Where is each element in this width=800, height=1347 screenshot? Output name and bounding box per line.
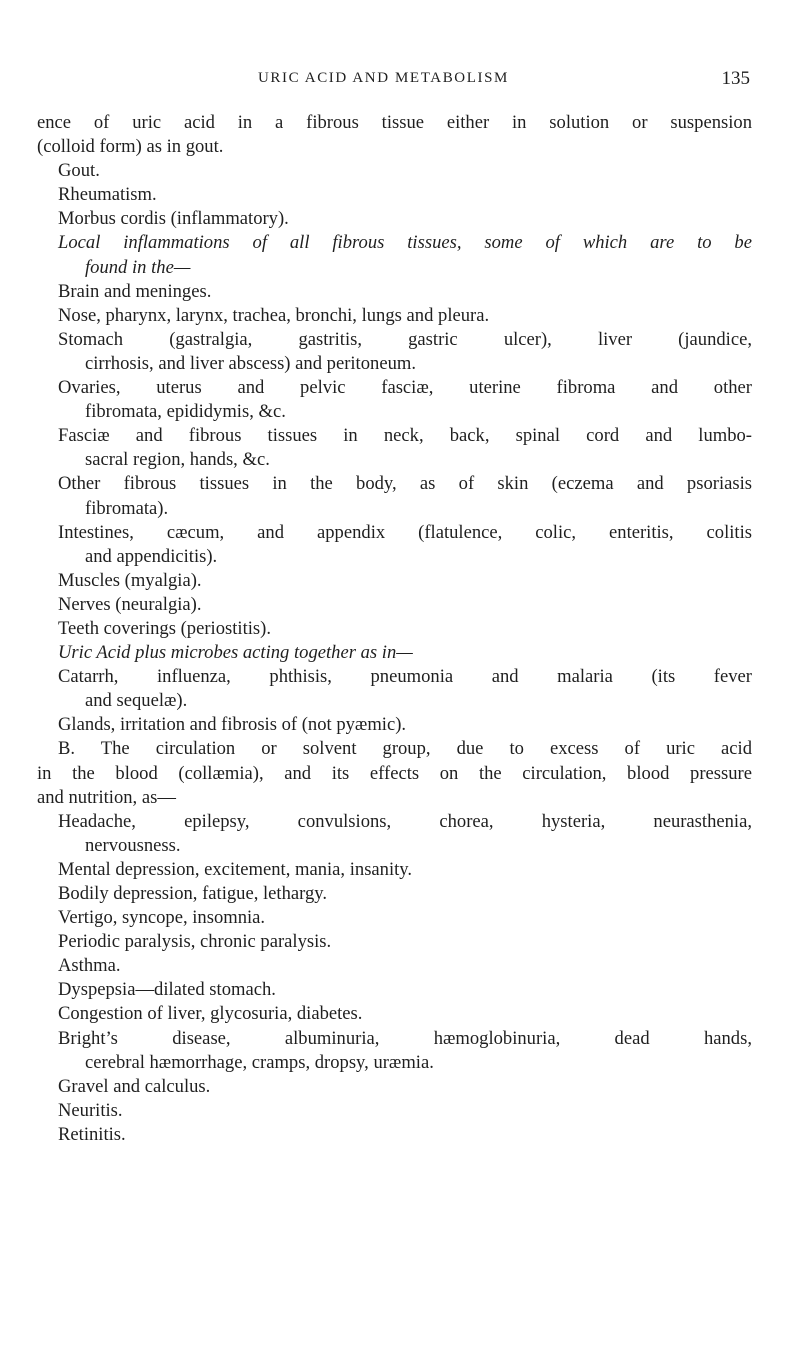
text-line: Other fibrous tissues in the body, as of skin (eczema and psoriasis xyxy=(58,473,752,495)
text-line: (colloid form) as in gout. xyxy=(37,136,224,158)
text-line: found in the— xyxy=(85,256,191,278)
text-line: Nerves (neuralgia). xyxy=(58,593,202,615)
text-line: Local inflammations of all fibrous tissues, some of which are to be xyxy=(58,232,752,254)
page-body xyxy=(37,111,752,1147)
text-line: Stomach (gastralgia, gastritis, gastric ulcer), liver (jaundice, xyxy=(58,328,752,350)
text-line: Rheumatism. xyxy=(58,184,157,206)
text-line: Retinitis. xyxy=(58,1123,126,1145)
text-line: Ovaries, uterus and pelvic fasciæ, uterine fibroma and other xyxy=(58,377,752,399)
page-header xyxy=(258,70,750,96)
text-line: Congestion of liver, glycosuria, diabetes. xyxy=(58,1003,363,1025)
page-number: 135 xyxy=(721,68,750,89)
text-line: Brain and meninges. xyxy=(58,280,212,302)
text-line: Gout. xyxy=(58,160,100,182)
text-line: B. The circulation or solvent group, due to excess of uric acid xyxy=(58,738,752,760)
running-head: URIC ACID AND METABOLISM xyxy=(258,70,509,86)
text-line: Neuritis. xyxy=(58,1099,123,1121)
text-line: and appendicitis). xyxy=(85,545,218,567)
text-line: nervousness. xyxy=(85,834,181,856)
text-line: Nose, pharynx, larynx, trachea, bronchi, lungs and pleura. xyxy=(58,304,490,326)
text-line: Mental depression, excitement, mania, insanity. xyxy=(58,858,413,880)
text-line: Asthma. xyxy=(58,955,121,977)
text-line: Fasciæ and fibrous tissues in neck, back, spinal cord and lumbo- xyxy=(58,425,752,447)
text-line: Periodic paralysis, chronic paralysis. xyxy=(58,931,332,953)
text-line: and sequelæ). xyxy=(85,690,188,712)
text-line: Catarrh, influenza, phthisis, pneumonia and malaria (its fever xyxy=(58,666,752,688)
text-line: Morbus cordis (inflammatory). xyxy=(58,208,289,230)
text-line: cirrhosis, and liver abscess) and peritoneum. xyxy=(85,352,416,374)
text-line: Gravel and calculus. xyxy=(58,1075,211,1097)
text-line: Headache, epilepsy, convulsions, chorea, hysteria, neurasthenia, xyxy=(58,810,752,832)
text-line: Glands, irritation and fibrosis of (not pyæmic). xyxy=(58,714,407,736)
text-line: Dyspepsia—dilated stomach. xyxy=(58,979,276,1001)
text-line: Vertigo, syncope, insomnia. xyxy=(58,907,266,929)
text-line: Bright’s disease, albuminuria, hæmoglobinuria, dead hands, xyxy=(58,1027,752,1049)
text-line: fibromata). xyxy=(85,497,169,519)
text-line: Bodily depression, fatigue, lethargy. xyxy=(58,883,328,904)
text-line: ence of uric acid in a fibrous tissue either in solution or suspension xyxy=(37,112,752,133)
text-line: cerebral hæmorrhage, cramps, dropsy, uræmia. xyxy=(85,1051,434,1073)
text-line: fibromata, epididymis, &c. xyxy=(85,401,286,423)
text-line: in the blood (collæmia), and its effects on the circulation, blood pressure xyxy=(37,762,752,784)
text-line: and nutrition, as— xyxy=(37,786,176,808)
text-line: Uric Acid plus microbes acting together as in— xyxy=(58,642,413,664)
text-line: sacral region, hands, &c. xyxy=(85,449,270,471)
text-line: Teeth coverings (periostitis). xyxy=(58,617,271,639)
text-line: Intestines, cæcum, and appendix (flatulence, colic, enteritis, colitis xyxy=(58,521,752,543)
text-line: Muscles (myalgia). xyxy=(58,569,202,591)
